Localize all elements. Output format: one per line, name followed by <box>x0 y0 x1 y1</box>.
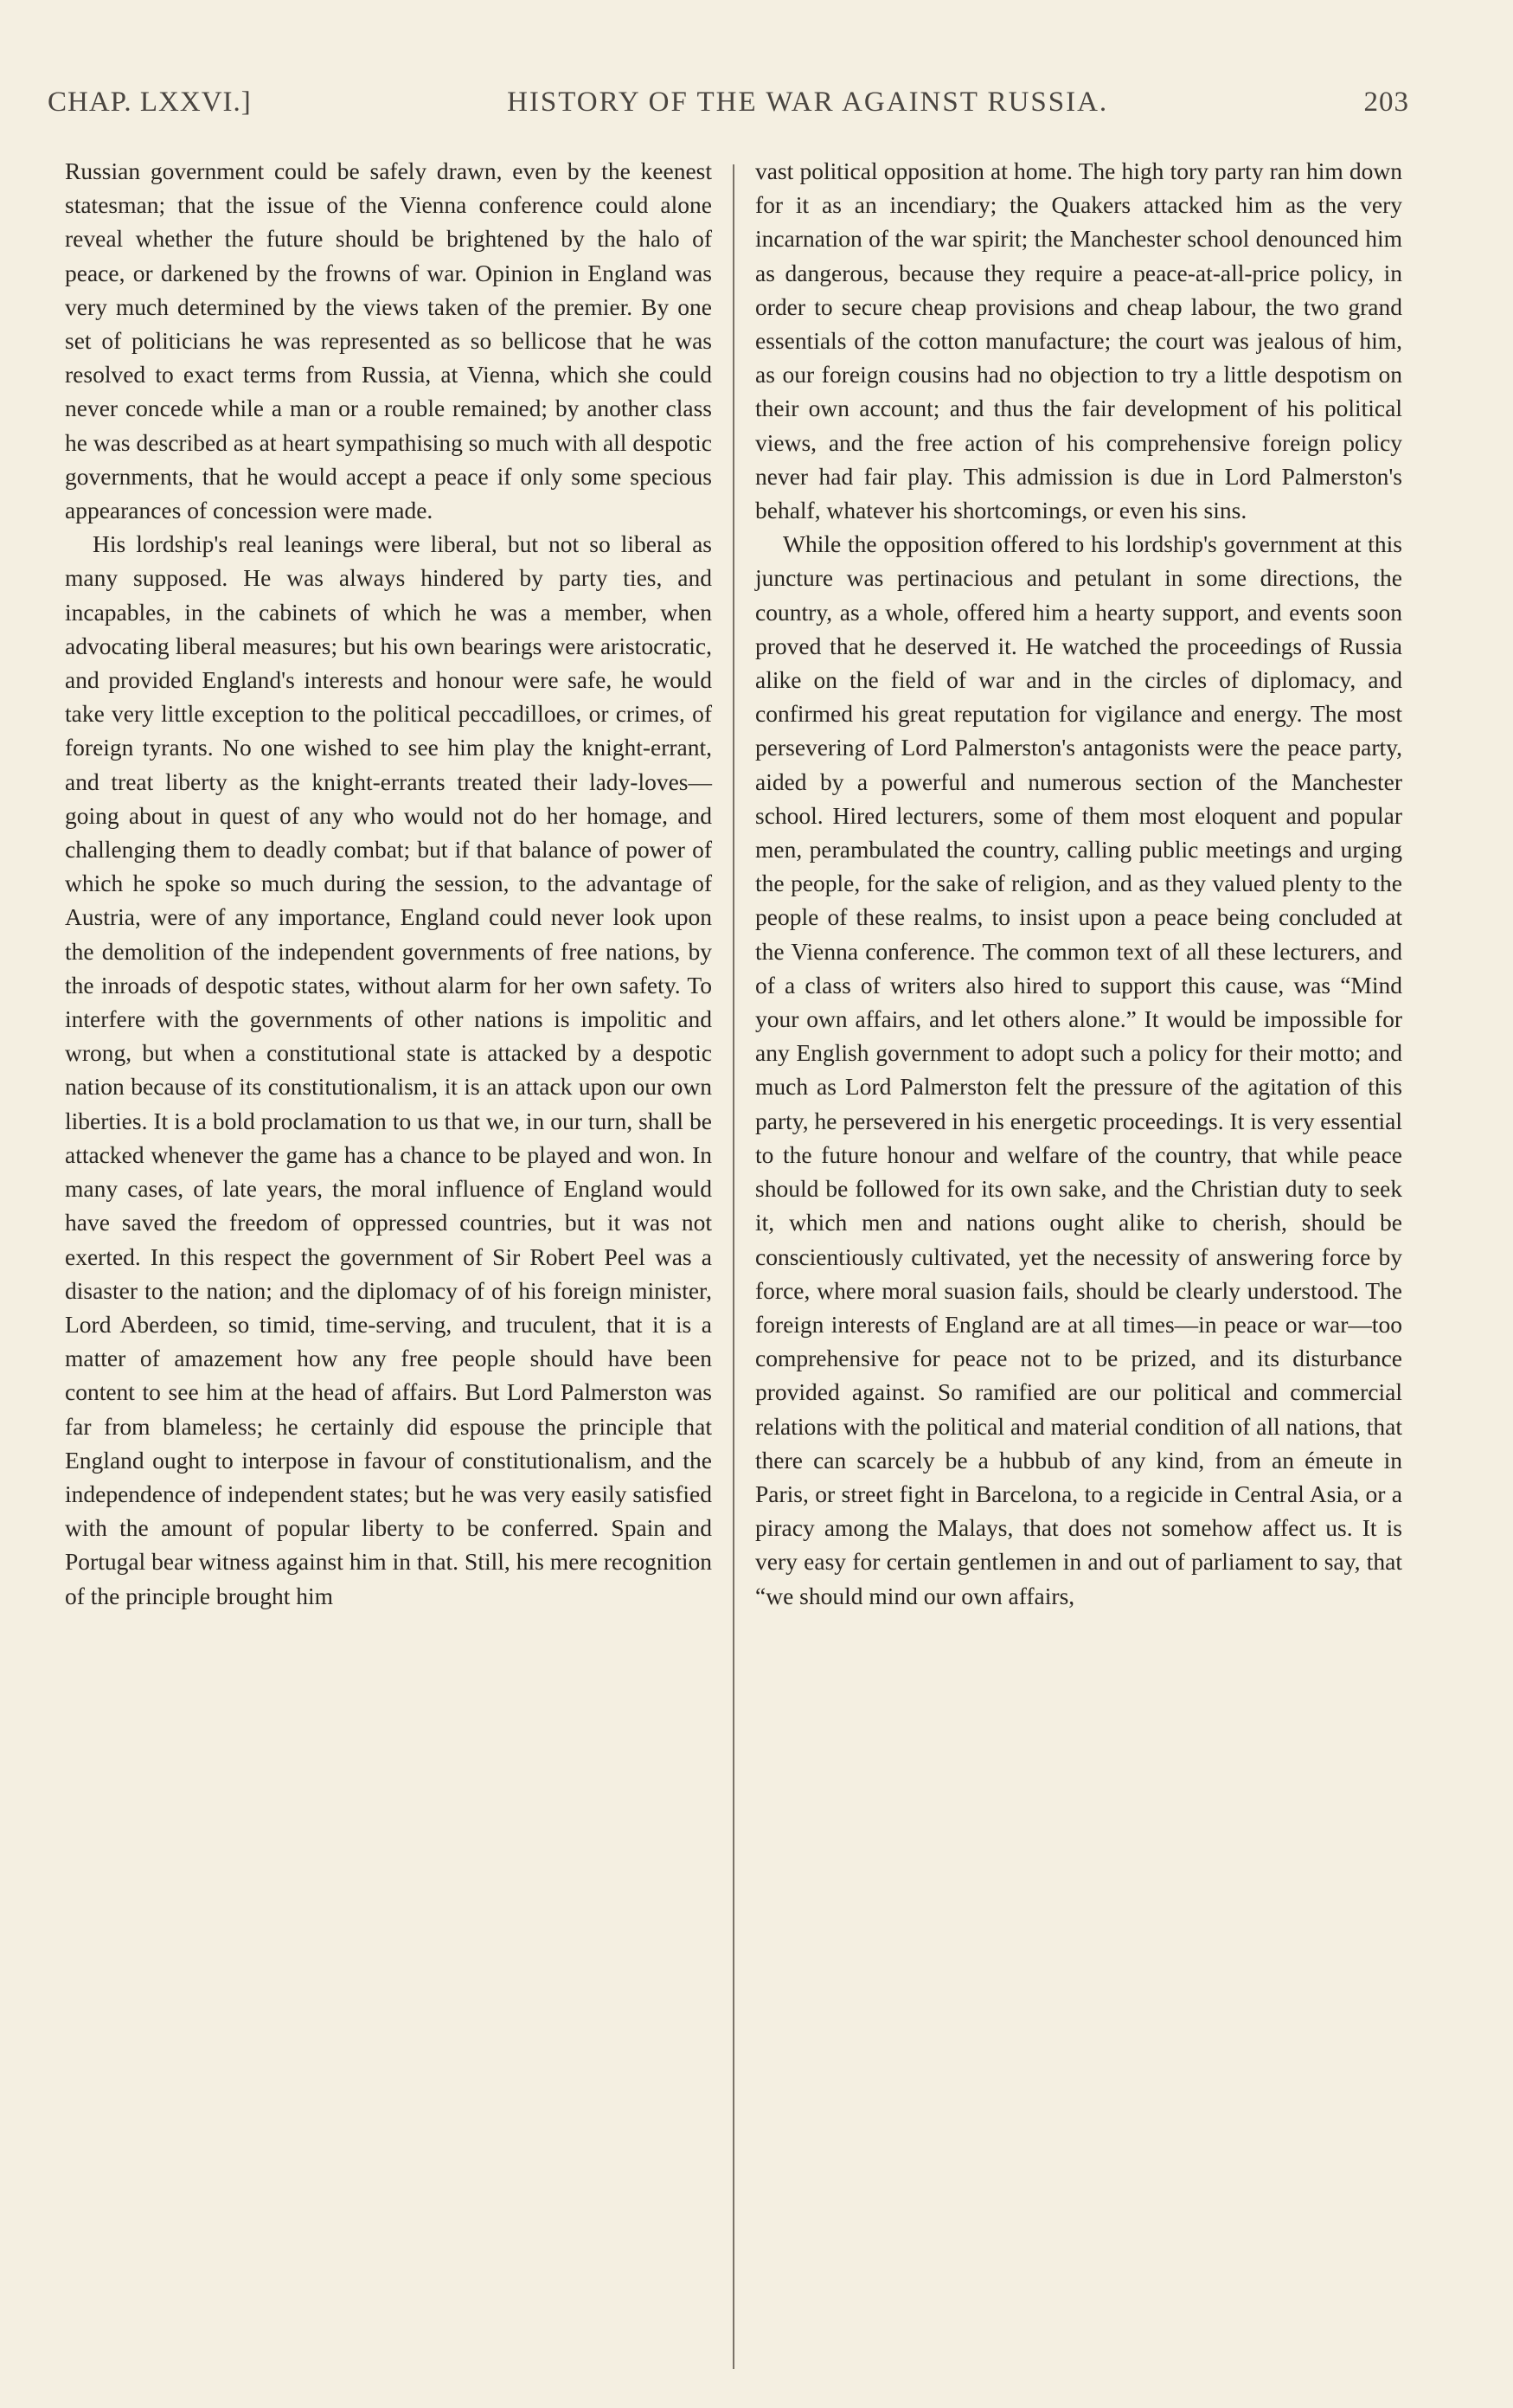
chapter-label: CHAP. LXXVI.] <box>48 87 252 118</box>
paragraph: While the opposition offered to his lordship's government at this juncture was pertinacious and petulant in some directions, the country, as a whole, offered him a hearty support, and events soon proved that he deserved it. He watched the proceedings of Russia alike on the field of war and in the circles of diplomacy, and confirmed his great reputation for vigilance and energy. The most persevering of Lord Palmerston's antagonists were the peace party, aided by a powerful and numerous section of the Manchester school. Hired lecturers, some of them most eloquent and popular men, perambulated the country, calling public meetings and urging the people, for the sake of religion, and as they valued plenty to the people of these realms, to insist upon a peace being concluded at the Vienna conference. The common text of all these lecturers, and of a class of writers also hired to support this cause, was “Mind your own affairs, and let others alone.” It would be impossible for any English government to adopt such a policy for their motto; and much as Lord Palmerston felt the pressure of the agitation of this party, he persevered in his energetic proceedings. It is very essential to the future honour and welfare of the country, that while peace should be followed for its own sake, and the Christian duty to seek it, which men and nations ought alike to cherish, should be conscientiously cultivated, yet the necessity of answering force by force, where moral suasion fails, should be clearly understood. The foreign interests of England are at all times—in peace or war—too comprehensive for peace not to be prized, and its disturbance provided against. So ramified are our political and commercial relations with the political and material condition of all nations, that there can scarcely be a hubbub of any kind, from an émeute in Paris, or street fight in Barcelona, to a regicide in Central Asia, or a piracy among the Malays, that does not somehow affect us. It is very easy for certain gentlemen in and out of parliament to say, that “we should mind our own affairs, <box>755 530 1402 1609</box>
running-header <box>48 87 1409 130</box>
running-title: HISTORY OF THE WAR AGAINST RUSSIA. <box>507 87 1109 118</box>
paragraph: Russian government could be safely drawn, even by the keenest statesman; that the issue of the Vienna conference could alone reveal whether the future should be brightened by the halo of peace, or darkened by the frowns of war. Opinion in England was very much determined by the views taken of the premier. By one set of politicians he was represented as so bellicose that he was resolved to exact terms from Russia, at Vienna, which she could never concede while a man or a rouble remained; by another class he was described as at heart sympathising so much with all despotic governments, that he would accept a peace if only some specious appearances of concession were made. <box>65 157 712 524</box>
text-columns <box>65 154 1421 2369</box>
left-column <box>65 154 731 2369</box>
page-number: 203 <box>1363 87 1409 118</box>
paragraph: His lordship's real leanings were liberal, but not so liberal as many supposed. He was always hindered by party ties, and incapables, in the cabinets of which he was a member, when advocating liberal measures; but his own bearings were aristocratic, and provided England's interests and honour were safe, he would take very little exception to the political peccadilloes, or crimes, of foreign tyrants. No one wished to see him play the knight-errant, and treat liberty as the knight-errants treated their lady-loves—going about in quest of any who would not do her homage, and challenging them to deadly combat; but if that balance of power of which he spoke so much during the session, to the advantage of Austria, were of any importance, England could never look upon the demolition of the independent governments of free nations, by the inroads of despotic states, without alarm for her own safety. To interfere with the governments of other nations is impolitic and wrong, but when a constitutional state is attacked by a despotic nation because of its constitutionalism, it is an attack upon our own liberties. It is a bold proclamation to us that we, in our turn, shall be attacked whenever the game has a chance to be played and won. In many cases, of late years, the moral influence of England would have saved the freedom of oppressed countries, but it was not exerted. In this respect the government of Sir Robert Peel was a disaster to the nation; and the diplomacy of of his foreign minister, Lord Aberdeen, so timid, time-serving, and truculent, that it is a matter of amazement how any free people should have been content to see him at the head of affairs. But Lord Palmerston was far from blameless; he certainly did espouse the principle that England ought to interpose in favour of constitutionalism, and the independence of independent states; but he was very easily satisfied with the amount of popular liberty to be conferred. Spain and Portugal bear witness against him in that. Still, his mere recognition of the principle brought him <box>65 530 712 1609</box>
column-divider <box>733 164 734 2369</box>
paragraph: vast political opposition at home. The high tory party ran him down for it as an incendiary; the Quakers attacked him as the very incarnation of the war spirit; the Manchester school denounced him as dangerous, because they require a peace-at-all-price policy, in order to secure cheap provisions and cheap labour, the two grand essentials of the cotton manufacture; the court was jealous of him, as our foreign cousins had no objection to try a little despotism on their own account; and thus the fair development of his political views, and the free action of his comprehensive foreign policy never had fair play. This admission is due in Lord Palmerston's behalf, whatever his shortcomings, or even his sins. <box>755 157 1402 524</box>
right-column <box>736 154 1402 2369</box>
